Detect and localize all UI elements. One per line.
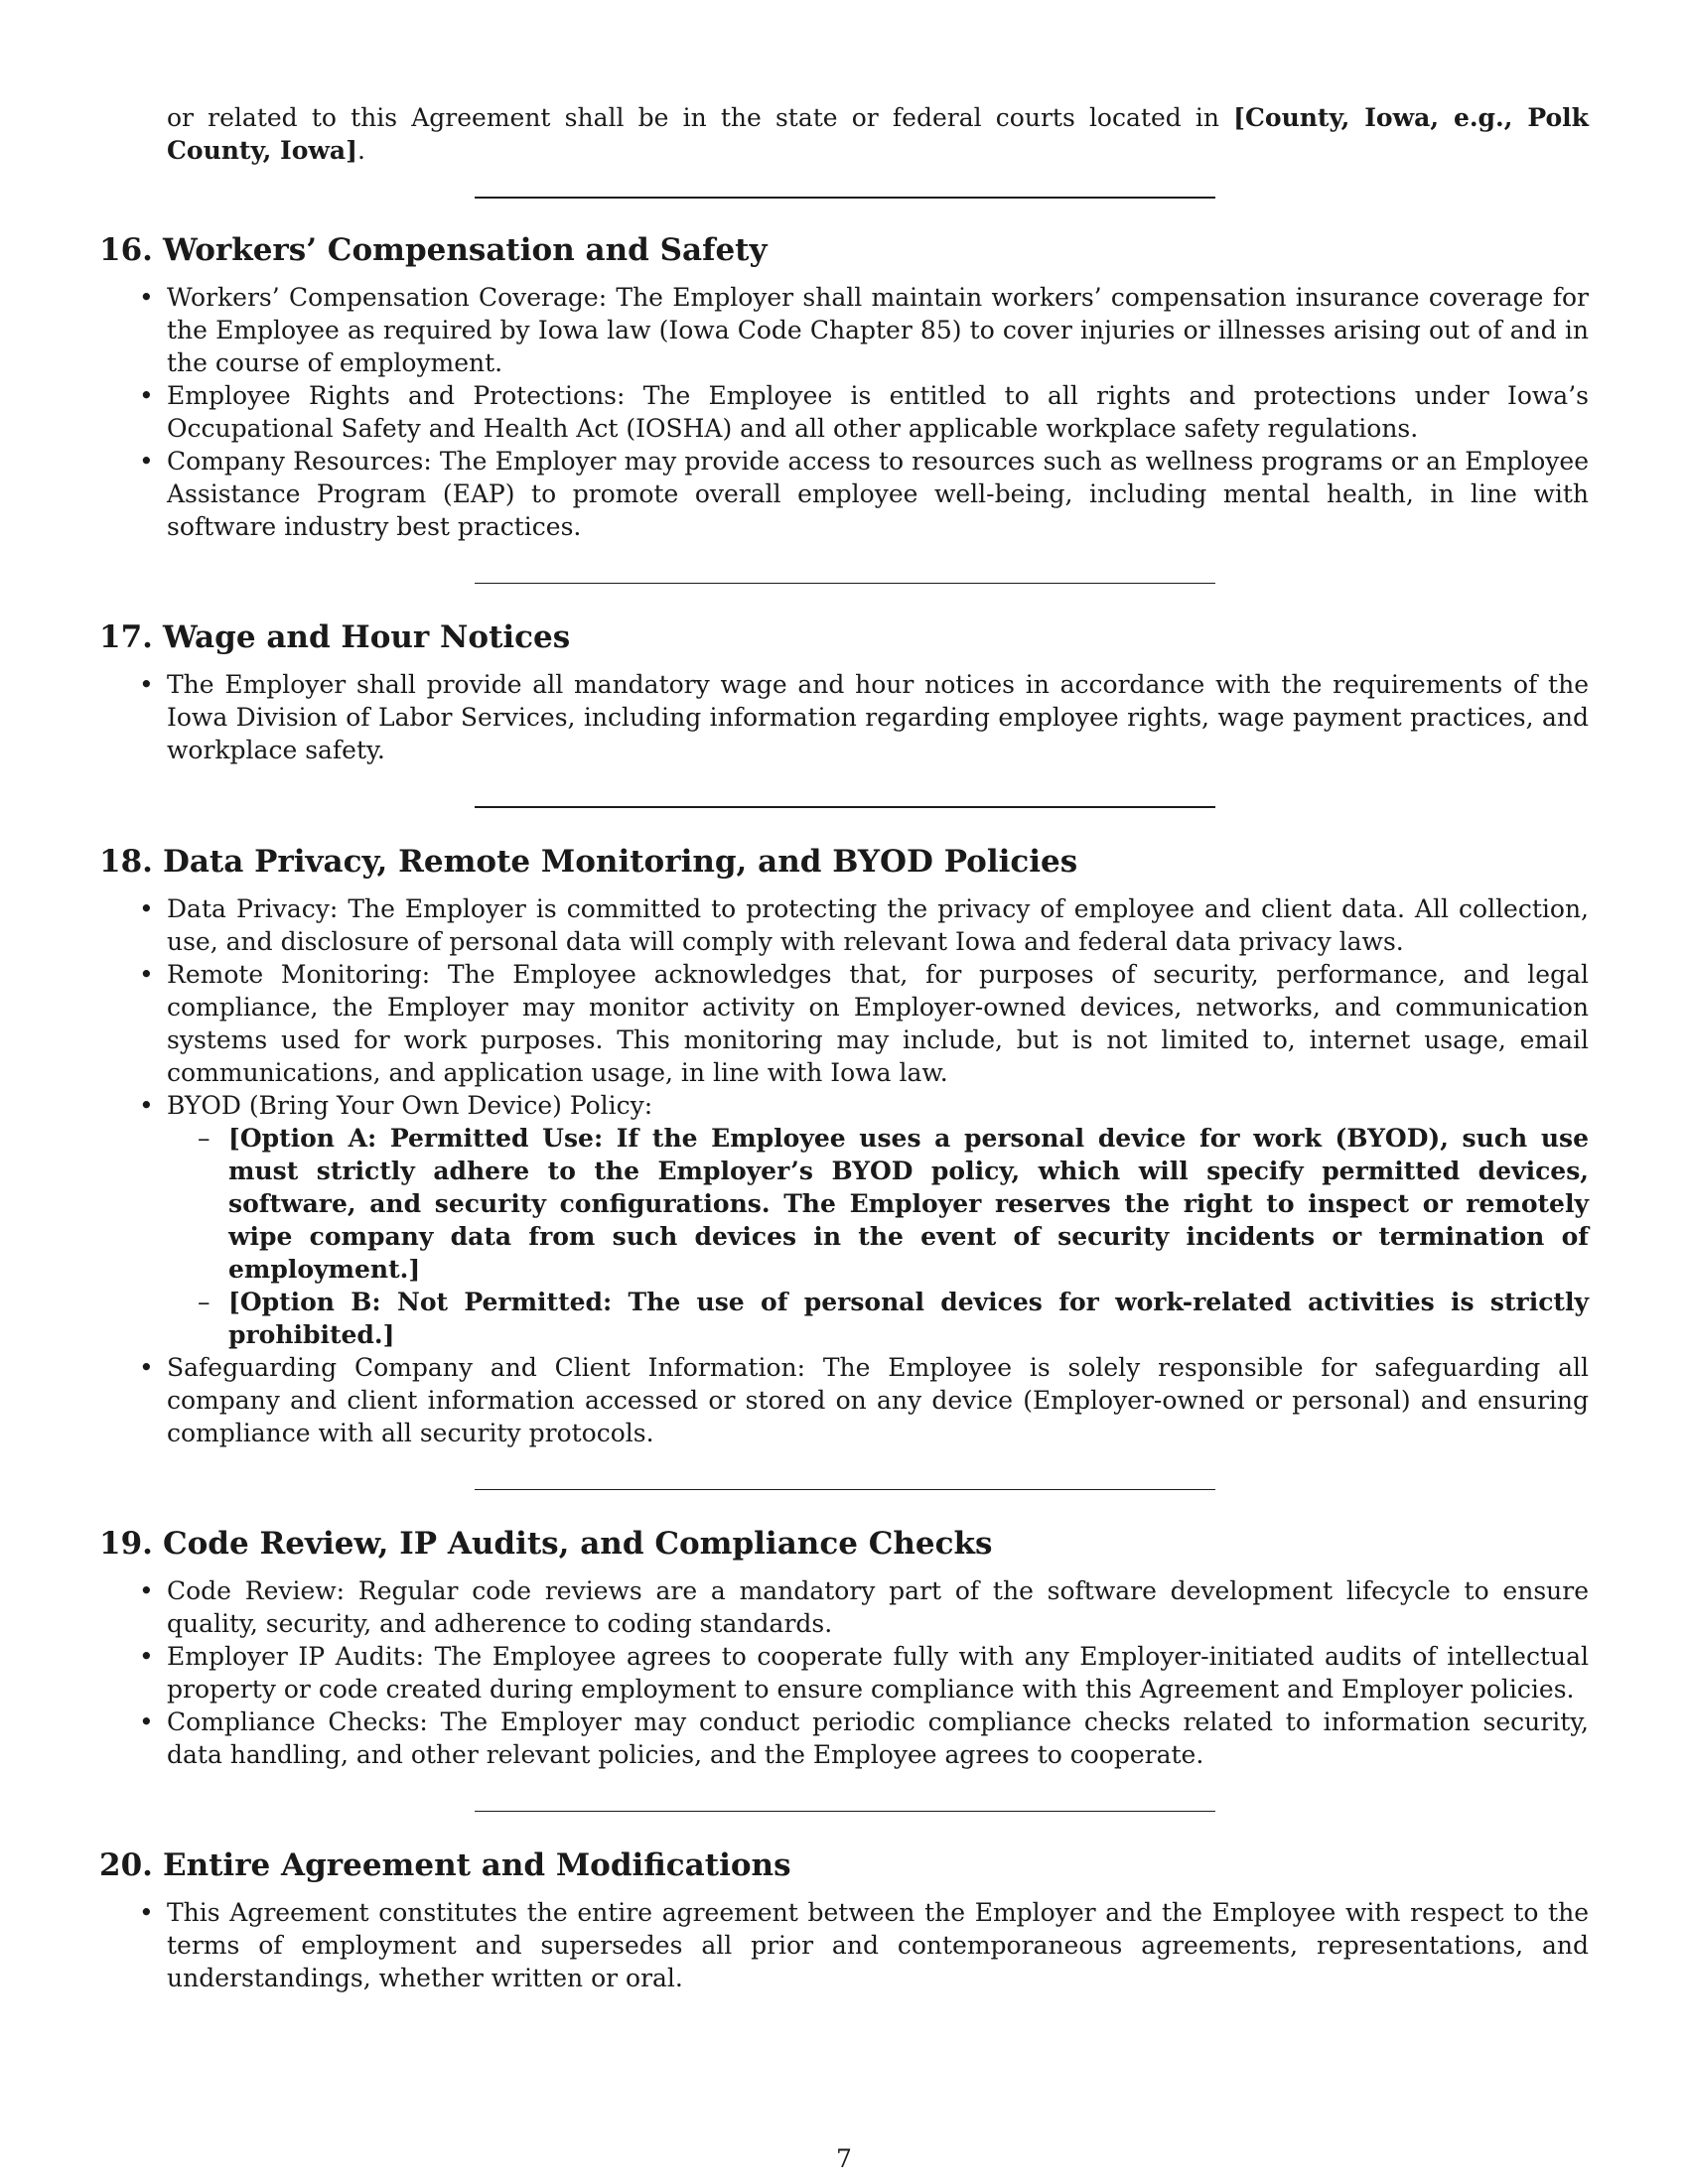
section-17-list	[99, 668, 1589, 766]
jurisdiction-placeholder: [County, Iowa, e.g., Polk County, Iowa]	[167, 103, 1589, 165]
section-17-heading: 17. Wage and Hour Notices	[99, 619, 571, 655]
list-item: • This Agreement constitutes the entire agreement between the Employer and the Employee with respect to the terms of employment and supersedes all prior and contemporaneous agreements, representations, and understandings, whether written or oral.	[99, 1896, 1589, 1994]
section-divider	[475, 1489, 1215, 1490]
byod-option-b: – [Option B: Not Permitted: The use of personal devices for work-related activities is strictly prohibited.]	[167, 1286, 1589, 1351]
section-19-heading: 19. Code Review, IP Audits, and Compliance Checks	[99, 1526, 993, 1562]
list-item: • Employer IP Audits: The Employee agrees to cooperate fully with any Employer-initiated audits of intellectual property or code created during employment to ensure compliance with this Agreement and Employer policies.	[99, 1640, 1589, 1706]
intro-paragraph: or related to this Agreement shall be in the state or federal courts located in [County, Iowa, e.g., Polk County, Iowa].	[167, 103, 1589, 165]
list-item: • Employee Rights and Protections: The Employee is entitled to all rights and protections under Iowa’s Occupational Safety and Health Act (IOSHA) and all other applicable workplace safety regulations.	[99, 379, 1589, 445]
list-item: • Remote Monitoring: The Employee acknowledges that, for purposes of security, performance, and legal compliance, the Employer may monitor activity on Employer-owned devices, networks, and communication systems used for work purposes. This monitoring may include, but is not limited to, internet usage, email communications, and application usage, in line with Iowa law.	[99, 958, 1589, 1089]
list-item: • Code Review: Regular code reviews are a mandatory part of the software development lifecycle to ensure quality, security, and adherence to coding standards.	[99, 1574, 1589, 1640]
list-item: • Company Resources: The Employer may provide access to resources such as wellness programs or an Employee Assistance Program (EAP) to promote overall employee well-being, including mental health, in line with software industry best practices.	[99, 445, 1589, 543]
byod-policy-label: BYOD (Bring Your Own Device) Policy:	[167, 1091, 653, 1120]
document-page	[99, 101, 1589, 1994]
section-16-heading: 16. Workers’ Compensation and Safety	[99, 232, 768, 268]
section-divider	[475, 806, 1215, 808]
byod-option-a: – [Option A: Permitted Use: If the Employee uses a personal device for work (BYOD), such use must strictly adhere to the Employer’s BYOD policy, which will specify permitted devices, software, and security configurations. The Employer reserves the right to inspect or remotely wipe company data from such devices in the event of security incidents or termination of employment.]	[167, 1122, 1589, 1286]
section-divider	[475, 197, 1215, 199]
list-item: • Workers’ Compensation Coverage: The Employer shall maintain workers’ compensation insurance coverage for the Employee as required by Iowa law (Iowa Code Chapter 85) to cover injuries or illnesses arising out of and in the course of employment.	[99, 281, 1589, 379]
list-item	[99, 1089, 1589, 1351]
section-20-heading: 20. Entire Agreement and Modifications	[99, 1847, 791, 1883]
list-item: • Safeguarding Company and Client Information: The Employee is solely responsible for safeguarding all company and client information accessed or stored on any device (Employer-owned or personal) and ensuring compliance with all security protocols.	[99, 1351, 1589, 1449]
list-item: • Compliance Checks: The Employer may conduct periodic compliance checks related to information security, data handling, and other relevant policies, and the Employee agrees to cooperate.	[99, 1706, 1589, 1771]
section-16-list	[99, 281, 1589, 543]
section-divider	[475, 1811, 1215, 1812]
section-19-list	[99, 1574, 1589, 1771]
section-18-heading: 18. Data Privacy, Remote Monitoring, and BYOD Policies	[99, 844, 1078, 880]
list-item: • Data Privacy: The Employer is committed to protecting the privacy of employee and client data. All collection, use, and disclosure of personal data will comply with relevant Iowa and federal data privacy laws.	[99, 892, 1589, 958]
page-number: 7	[836, 2144, 852, 2173]
section-18-list	[99, 892, 1589, 1449]
byod-options-list	[167, 1122, 1589, 1351]
section-20-list	[99, 1896, 1589, 1994]
section-divider	[475, 583, 1215, 584]
list-item: • The Employer shall provide all mandatory wage and hour notices in accordance with the requirements of the Iowa Division of Labor Services, including information regarding employee rights, wage payment practices, and workplace safety.	[99, 668, 1589, 766]
